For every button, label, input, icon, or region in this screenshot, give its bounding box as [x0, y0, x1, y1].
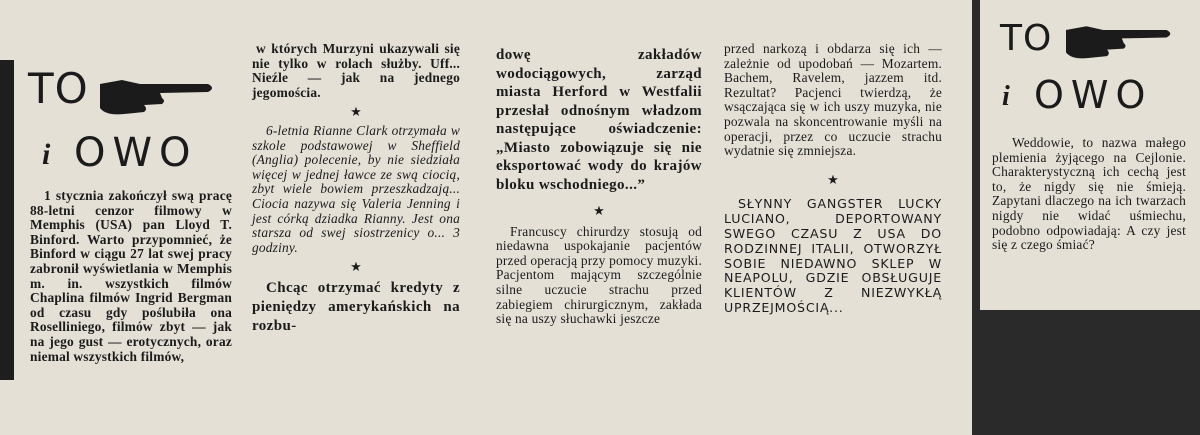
heading-to: TO: [1000, 18, 1053, 59]
article-herford: dowę zakładów wodociągowych, zarząd miasta Herford w Westfalii przesłał odnośnym władzom następujące oświadczenie: „Miasto zobowiązuje się nie eksportować wody do krajów bloku wschodniego...”: [496, 47, 702, 193]
star-separator: ★: [593, 203, 605, 218]
heading-owo: OWO: [74, 130, 198, 176]
side-column: [992, 136, 1186, 253]
column-3: [496, 46, 702, 327]
article-credits-start: Chcąc otrzymać kredyty z pieniędzy amerykańskich na rozbu-: [252, 279, 460, 334]
newspaper-clipping-side: [980, 0, 1200, 310]
heading-owo: OWO: [1034, 73, 1153, 117]
star-separator: ★: [350, 259, 362, 275]
column-1: [30, 189, 232, 364]
pointing-hand-icon: [100, 78, 216, 120]
article-rianne: 6-letnia Rianne Clark otrzymała w szkole podstawowej w Sheffield (Anglia) polecenie, by nie siedziała więcej w jednej ławce ze swą ciocią, zbyt wiele bowiem przeszkadzają... Ciocia nazywa się Valeria Jenning i jest córką dziadka Rianny. Jest ona starsza od swej siostrzenicy o... 3 godziny.: [252, 122, 460, 255]
star-separator: ★: [350, 104, 362, 120]
column-4: [724, 42, 942, 316]
article-weddowie: Weddowie, to nazwa małego plemienia żyjącego na Cejlonie. Charakterystyczną ich cechą jest to, że nigdy się nie śmieją. Zapytani dlaczego na ich twarzach nigdy nie widać uśmiechu, podobno odpowiadają: A czy jest się z czego śmiać?: [992, 135, 1186, 253]
heading-to: TO: [28, 64, 89, 113]
star-separator: ★: [827, 171, 839, 187]
heading-i: i: [1002, 81, 1010, 112]
article-surgeons-end: przed narkozą i obdarza się ich — zależnie od upodobań — Mozartem. Bachem, Ravelem, jazzem itd. Rezultat? Pacjenci twierdzą, że wsączająca się w ich uszy muzyka, nie pozwala na skoncentrowanie myśli na operacji, przez co uczucie strachu wydatnie się zmniejsza.: [724, 41, 942, 159]
article-censor: 1 stycznia zakończył swą pracę 88-letni cenzor filmowy w Memphis (USA) pan Lloyd T. Binford. Warto przypomnieć, że Binford w ciągu 27 lat swej pracy zabronił wyświetlania w Memphis m. in. wszystkich filmów Chaplina filmów Ingrid Bergman od czasu gdy poślubiła ona Roselliniego, filmów zbyt — jak na jego gust — erotycznych, oraz niemal wszystkich filmów,: [30, 188, 232, 364]
left-rule: [0, 60, 14, 380]
heading-i: i: [42, 138, 51, 171]
pointing-hand-icon: [1066, 24, 1174, 64]
article-luciano: SŁYNNY GANGSTER LUCKY LUCIANO, DEPORTOWANY SWEGO CZASU Z USA DO RODZINNEJ ITALII, OTWORZYŁ SOBIE NIEDAWNO SKLEP W NEAPOLU, GDZIE OBSŁUGUJE KLIENTÓW Z NIEZWYKŁĄ UPRZEJMOŚCIĄ...: [724, 196, 942, 315]
article-surgeons: Francuscy chirurdzy stosują od niedawna uspokajanie pacjentów przed operacją przy pomocy muzyki. Pacjentom mającym szczególnie silne uczucie strachu przed zabiegiem chirurgicznym, zakłada się na uszy słuchawki jeszcze: [496, 223, 702, 327]
column-2: [252, 42, 460, 336]
article-censor-end: w których Murzyni ukazywali się nie tylko w rolach służby. Uff... Nieźle — jak na jednego jegomościa.: [252, 41, 460, 100]
